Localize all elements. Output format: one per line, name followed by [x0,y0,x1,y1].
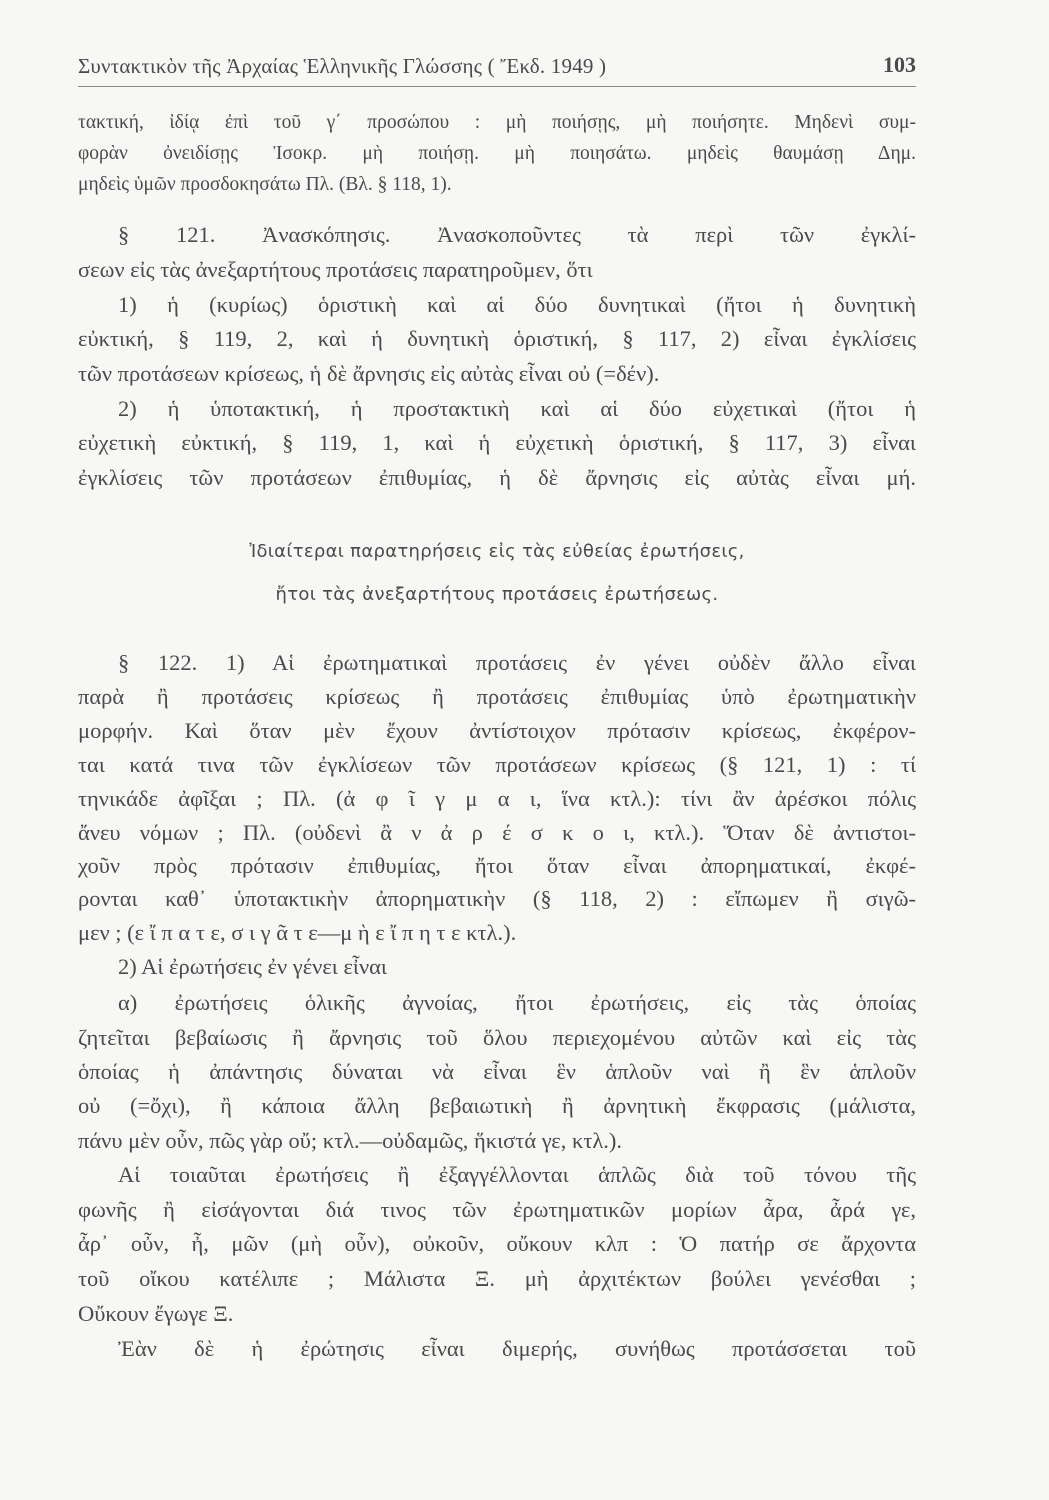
text-line: ἄνευ νόμων ; Πλ. (οὐδενὶ ἂ ν ἀ ρ έ σ κ ο ι, κτλ.). Ὅταν δὲ ἀντιστοι- [78,820,916,845]
text-line: Αἱ τοιαῦται ἐρωτήσεις ἢ ἐξαγγέλλονται ἁπλῶς διὰ τοῦ τόνου τῆς [118,1162,916,1187]
text-line: ὁποίας ἡ ἀπάντησις δύναται νὰ εἶναι ἓν ἁπλοῦν ναὶ ἢ ἓν ἁπλοῦν [78,1059,916,1084]
header-rule [78,86,916,87]
text-line: οὐ (=ὄχι), ἢ κάποια ἄλλη βεβαιωτικὴ ἢ ἀρνητικὴ ἔκφρασις (μάλιστα, [78,1093,916,1118]
text-line: φωνῆς ἢ εἰσάγονται διά τινος τῶν ἐρωτηματικῶν μορίων ἆρα, ἆρά γε, [78,1197,916,1222]
text-line: τακτική, ἰδίᾳ ἐπὶ τοῦ γ΄ προσώπου : μὴ ποιήσῃς, μὴ ποιήσητε. Μηδενὶ συμ- [78,112,916,133]
text-line: ζητεῖται βεβαίωσις ἢ ἄρνησις τοῦ ὅλου περιεχομένου αὐτῶν καὶ εἰς τὰς [78,1025,916,1050]
header-title: Συντακτικὸν τῆς Ἀρχαίας Ἑλληνικῆς Γλώσσης ( Ἔκδ. 1949 ) [78,54,607,78]
text-line: εὐχετικὴ εὐκτική, § 119, 1, καὶ ἡ εὐχετικὴ ὁριστική, § 117, 3) εἶναι [78,430,916,455]
text-line: ἐγκλίσεις τῶν προτάσεων ἐπιθυμίας, ἡ δὲ ἄρνησις εἰς αὐτὰς εἶναι μή. [78,465,916,490]
subheading: Ἰδιαίτεραι παρατηρήσεις εἰς τὰς εὐθείας ἐρωτήσεις, [249,541,745,562]
text-line: ρονται καθ᾽ ὑποτακτικὴν ἀπορηματικὴν (§ 118, 2) : εἴπωμεν ἢ σιγῶ- [78,886,916,911]
section-heading-122: § 122. 1) Αἱ ἐρωτηματικαὶ προτάσεις ἐν γένει οὐδὲν ἄλλο εἶναι [118,650,916,675]
page-number: 103 [883,52,916,77]
text-line: σεων εἰς τὰς ἀνεξαρτήτους προτάσεις παρατηροῦμεν, ὅτι [78,257,593,282]
text-line: Οὔκουν ἔγωγε Ξ. [78,1301,234,1326]
running-header [78,46,916,86]
text-line: Ἐὰν δὲ ἡ ἐρώτησις εἶναι διμερής, συνήθως προτάσσεται τοῦ [118,1336,916,1361]
section-heading-121: § 121. Ἀνασκόπησις. Ἀνασκοποῦντες τὰ περὶ τῶν ἐγκλί- [118,222,916,247]
text-line: πάνυ μὲν οὖν, πῶς γὰρ οὔ; κτλ.—οὐδαμῶς, ἥκιστά γε, κτλ.). [78,1128,623,1153]
text-line: εὐκτική, § 119, 2, καὶ ἡ δυνητικὴ ὁριστική, § 117, 2) εἶναι ἐγκλίσεις [78,326,916,351]
text-line: μεν ; (ε ἴ π α τ ε, σ ι γ ᾶ τ ε—μ ὴ ε ἴ π η τ ε κτλ.). [78,920,517,945]
text-line: τῶν προτάσεων κρίσεως, ἡ δὲ ἄρνησις εἰς αὐτὰς εἶναι οὐ (=δέν). [78,361,660,386]
subheading: ἤτοι τὰς ἀνεξαρτήτους προτάσεις ἐρωτήσεως. [275,584,719,605]
text-line: 2) Αἱ ἐρωτήσεις ἐν γένει εἶναι [118,954,387,979]
text-line: μηδεὶς ὑμῶν προσδοκησάτω Πλ. (Βλ. § 118, 1). [78,174,452,195]
text-line: τηνικάδε ἀφῖξαι ; Πλ. (ἀ φ ῖ γ μ α ι, ἵνα κτλ.): τίνι ἂν ἀρέσκοι πόλις [78,786,916,811]
text-line: 2) ἡ ὑποτακτική, ἡ προστακτικὴ καὶ αἱ δύο εὐχετικαὶ (ἤτοι ἡ [118,396,916,421]
text-line: α) ἐρωτήσεις ὁλικῆς ἀγνοίας, ἤτοι ἐρωτήσεις, εἰς τὰς ὁποίας [118,990,916,1015]
text-line: χοῦν πρὸς πρότασιν ἐπιθυμίας, ἤτοι ὅταν εἶναι ἀπορηματικαί, ἐκφέ- [78,853,916,878]
text-line: μορφήν. Καὶ ὅταν μὲν ἔχουν ἀντίστοιχον πρότασιν κρίσεως, ἐκφέρον- [78,718,916,743]
text-line: 1) ἡ (κυρίως) ὁριστικὴ καὶ αἱ δύο δυνητικαὶ (ἤτοι ἡ δυνητικὴ [118,292,916,317]
text-line: τοῦ οἴκου κατέλιπε ; Μάλιστα Ξ. μὴ ἀρχιτέκτων βούλει γενέσθαι ; [78,1266,916,1291]
text-line: ἆρ᾽ οὖν, ἦ, μῶν (μὴ οὖν), οὐκοῦν, οὔκουν κλπ : Ὁ πατήρ σε ἄρχοντα [78,1231,916,1256]
text-line: παρὰ ἢ προτάσεις κρίσεως ἢ προτάσεις ἐπιθυμίας ὑπὸ ἐρωτηματικὴν [78,684,916,709]
text-line: φορὰν ὀνειδίσῃς Ἰσοκρ. μὴ ποιήσῃ. μὴ ποιησάτω. μηδεὶς θαυμάσῃ Δημ. [78,143,916,164]
text-line: ται κατά τινα τῶν ἐγκλίσεων τῶν προτάσεων κρίσεως (§ 121, 1) : τί [78,752,916,777]
